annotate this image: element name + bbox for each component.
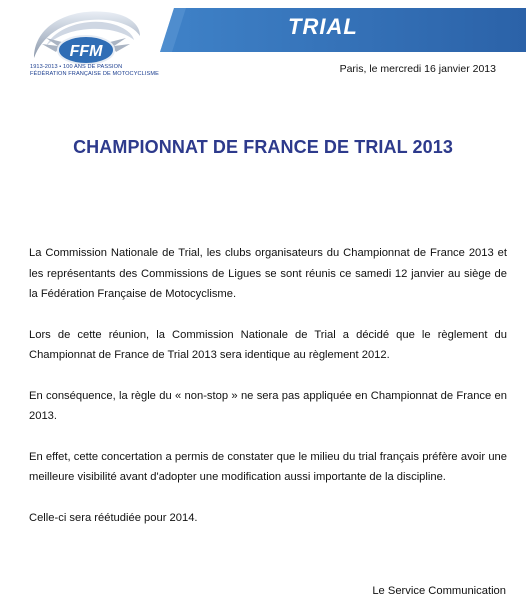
banner-title: TRIAL: [288, 14, 358, 39]
logo-text: FFM: [69, 43, 103, 60]
paragraph: La Commission Nationale de Trial, les clubs organisateurs du Championnat de France 2013 et les représentants des Commissions de Ligues se sont réunis ce samedi 12 janvier au siège de la Fédération Française de Motocyclisme.: [29, 247, 507, 300]
document-title: CHAMPIONNAT DE FRANCE DE TRIAL 2013: [73, 137, 453, 157]
paragraph: Lors de cette réunion, la Commission Nationale de Trial a décidé que le règlement du Championnat de France de Trial 2013 sera identique au règlement 2012.: [29, 328, 507, 361]
signature: Le Service Communication: [372, 585, 506, 597]
logo-tagline-line-2: FÉDÉRATION FRANÇAISE DE MOTOCYCLISME: [30, 71, 159, 77]
document-body: [29, 243, 507, 528]
logo-tagline: [30, 64, 159, 78]
logo-tagline-line-1: 1913-2013 • 100 ANS DE PASSION: [30, 64, 123, 70]
paragraph: Celle-ci sera réétudiée pour 2014.: [29, 511, 198, 524]
paragraph: En effet, cette concertation a permis de constater que le milieu du trial français préfère avoir une meilleure visibilité avant d'adopter une modification aussi importante de la discipline.: [29, 450, 507, 483]
dateline: Paris, le mercredi 16 janvier 2013: [339, 63, 496, 75]
paragraph: En conséquence, la règle du « non-stop » ne sera pas appliquée en Championnat de France en 2013.: [29, 389, 507, 422]
